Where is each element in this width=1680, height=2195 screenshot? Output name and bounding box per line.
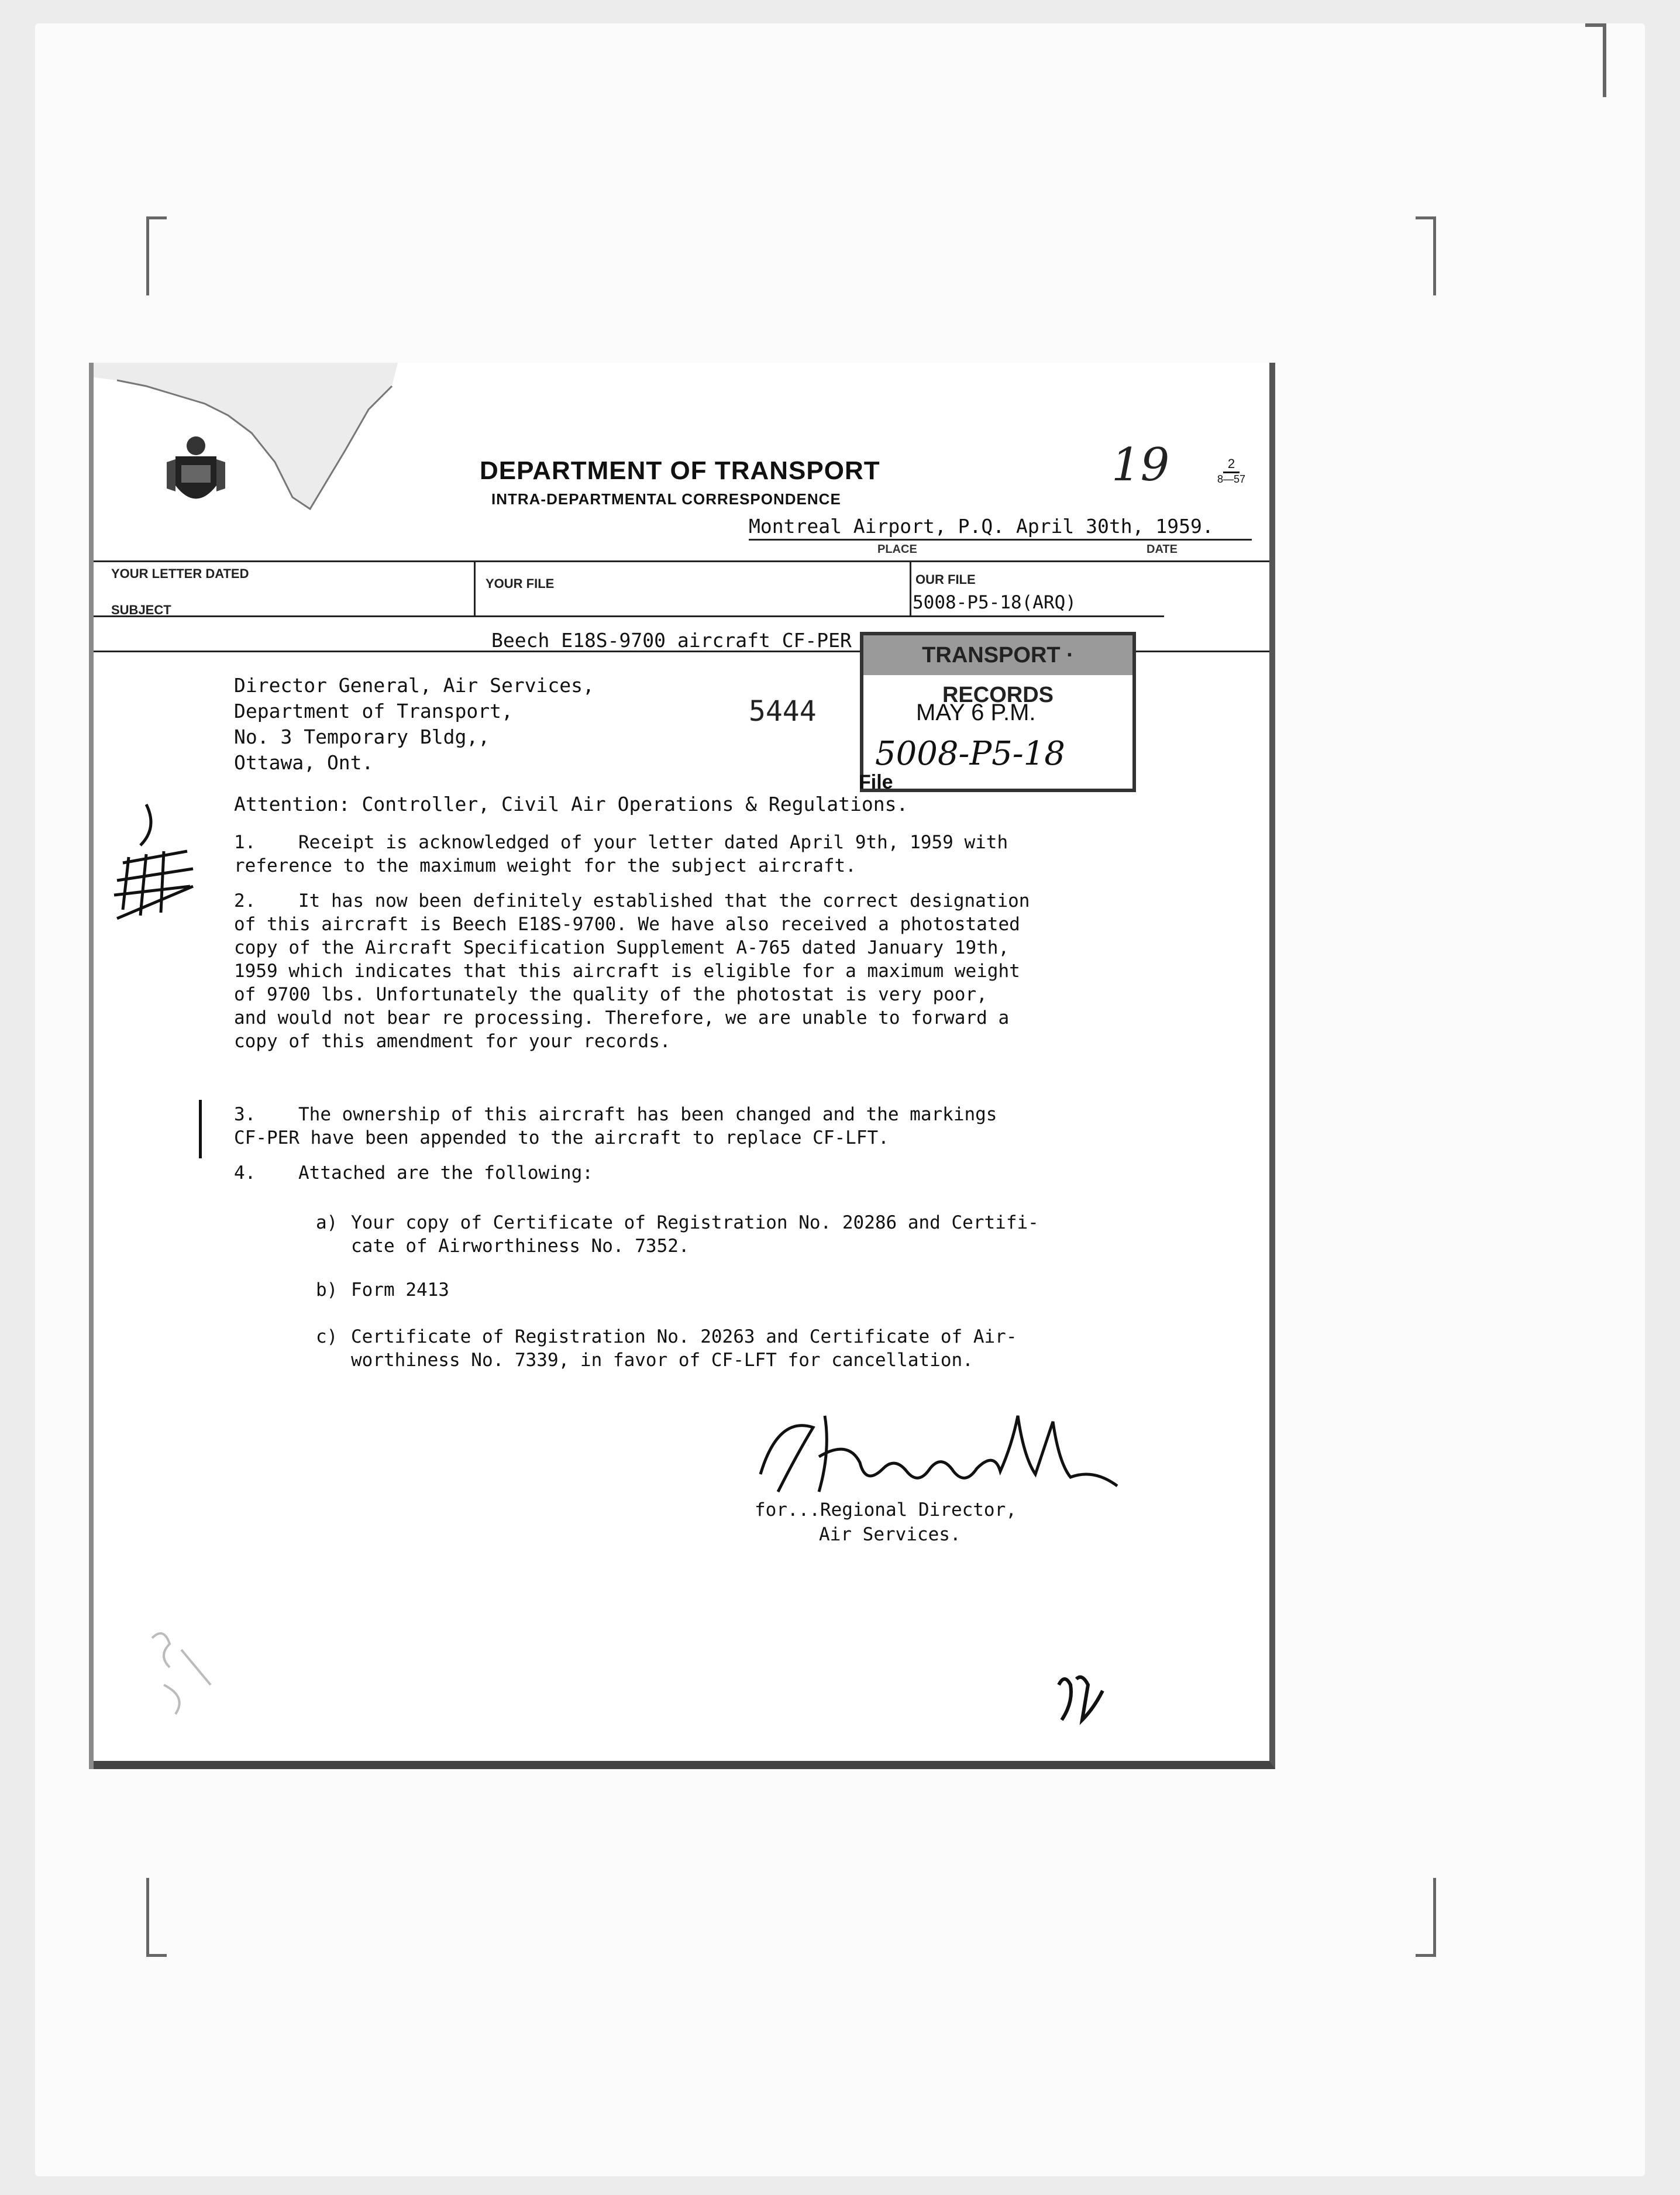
paragraph-line: of 9700 lbs. Unfortunately the quality of the photostat is very poor,: [234, 984, 987, 1005]
handwritten-initials: [1047, 1667, 1111, 1732]
your-file-label: YOUR FILE: [486, 576, 555, 591]
attachment-letter: c): [316, 1326, 338, 1347]
stamp-date: MAY 6 P.M.: [916, 700, 1036, 725]
paragraph-line: of this aircraft is Beech E18S-9700. We have also received a photostated: [234, 914, 1020, 935]
address-line: Ottawa, Ont.: [234, 751, 374, 774]
subject-value: Beech E18S-9700 aircraft CF-PER: [491, 629, 852, 652]
signature-scrawl: [743, 1404, 1141, 1509]
paragraph-number: 4.: [234, 1162, 256, 1183]
attachment-letter: a): [316, 1212, 338, 1233]
form-rule-1: [94, 560, 1269, 562]
reference-number: 5444: [749, 695, 817, 728]
stamp-header: TRANSPORT · RECORDS: [863, 635, 1132, 675]
stamp-handwritten-file: 5008-P5-18: [875, 735, 1065, 773]
form-number-top: 2: [1223, 456, 1240, 473]
crop-mark-bl: [146, 1878, 167, 1957]
attachment-line: Your copy of Certificate of Registration No. 20286 and Certifi-: [351, 1212, 1039, 1233]
attachment-c: [316, 1325, 1017, 1372]
form-rule-3: [94, 615, 1164, 617]
attention-line: Attention: Controller, Civil Air Operations & Regulations.: [234, 793, 908, 816]
margin-initials-scribble: [105, 793, 199, 945]
address-line: Department of Transport,: [234, 700, 513, 723]
memo-sheet: [94, 363, 1275, 1769]
paragraph-line: and would not bear re processing. Therefore, we are unable to forward a: [234, 1007, 1010, 1028]
your-letter-dated-label: YOUR LETTER DATED: [111, 566, 249, 581]
department-subtitle: INTRA-DEPARTMENTAL CORRESPONDENCE: [491, 490, 841, 508]
department-title: DEPARTMENT OF TRANSPORT: [480, 456, 880, 485]
paragraph-2: [234, 889, 1030, 1053]
our-file-label: OUR FILE: [915, 572, 976, 587]
paragraph-line: Attached are the following:: [298, 1162, 593, 1183]
paragraph-line: Receipt is acknowledged of your letter dated April 9th, 1959 with: [298, 832, 1008, 853]
paragraph-line: copy of the Aircraft Specification Supplement A-765 dated January 19th,: [234, 937, 1010, 958]
paragraph-number: 1.: [234, 832, 256, 853]
paragraph-line: 1959 which indicates that this aircraft is eligible for a maximum weight: [234, 961, 1020, 982]
address-line: Director General, Air Services,: [234, 674, 594, 697]
paragraph-4: [234, 1161, 593, 1185]
attachment-line: worthiness No. 7339, in favor of CF-LFT for cancellation.: [351, 1350, 973, 1371]
transport-records-stamp: [860, 632, 1136, 792]
paragraph-line: It has now been definitely established that the correct designation: [298, 890, 1030, 911]
attachment-b: [316, 1278, 449, 1302]
recipient-address: [234, 673, 594, 776]
signature-block: [755, 1498, 1017, 1547]
attachment-a: [316, 1211, 1039, 1258]
form-number-bottom: 8—57: [1217, 473, 1246, 485]
attachment-line: Certificate of Registration No. 20263 and Certificate of Air-: [351, 1326, 1017, 1347]
place-date-value: Montreal Airport, P.Q. April 30th, 1959.: [749, 515, 1252, 541]
date-label: DATE: [1147, 543, 1178, 556]
subject-label: SUBJECT: [111, 603, 171, 617]
handwritten-number: 19: [1111, 439, 1170, 491]
torn-corner: [94, 363, 398, 532]
form-divider-1: [474, 560, 476, 615]
paragraph-1: [234, 831, 1008, 878]
crop-mark-top-right: [1585, 23, 1606, 97]
crop-mark-tl: [146, 216, 167, 295]
address-line: No. 3 Temporary Bldg,,: [234, 725, 490, 748]
attachment-letter: b): [316, 1279, 338, 1301]
paragraph-line: CF-PER have been appended to the aircraft to replace CF-LFT.: [234, 1127, 889, 1148]
coat-of-arms-icon: [164, 433, 228, 515]
form-number: [1202, 456, 1261, 486]
stamp-file-label: File: [859, 771, 893, 793]
paragraph-3: [234, 1103, 997, 1150]
crop-mark-br: [1416, 1878, 1436, 1957]
crop-mark-tr: [1416, 216, 1436, 295]
our-file-value: 5008-P5-18(ARQ): [913, 592, 1076, 613]
pencil-marks: [140, 1615, 222, 1732]
attachment-line: Form 2413: [351, 1279, 449, 1301]
paragraph-number: 2.: [234, 890, 256, 911]
signature-line-2: Air Services.: [819, 1524, 961, 1545]
place-label: PLACE: [877, 543, 917, 556]
paragraph-line: reference to the maximum weight for the subject aircraft.: [234, 855, 856, 876]
signature-line-1: for...Regional Director,: [755, 1499, 1017, 1520]
paragraph-line: The ownership of this aircraft has been changed and the markings: [298, 1104, 997, 1125]
paragraph-line: copy of this amendment for your records.: [234, 1031, 671, 1052]
paragraph-number: 3.: [234, 1104, 256, 1125]
form-divider-2: [910, 560, 911, 615]
margin-bar: [199, 1100, 202, 1158]
attachment-line: cate of Airworthiness No. 7352.: [351, 1236, 690, 1257]
